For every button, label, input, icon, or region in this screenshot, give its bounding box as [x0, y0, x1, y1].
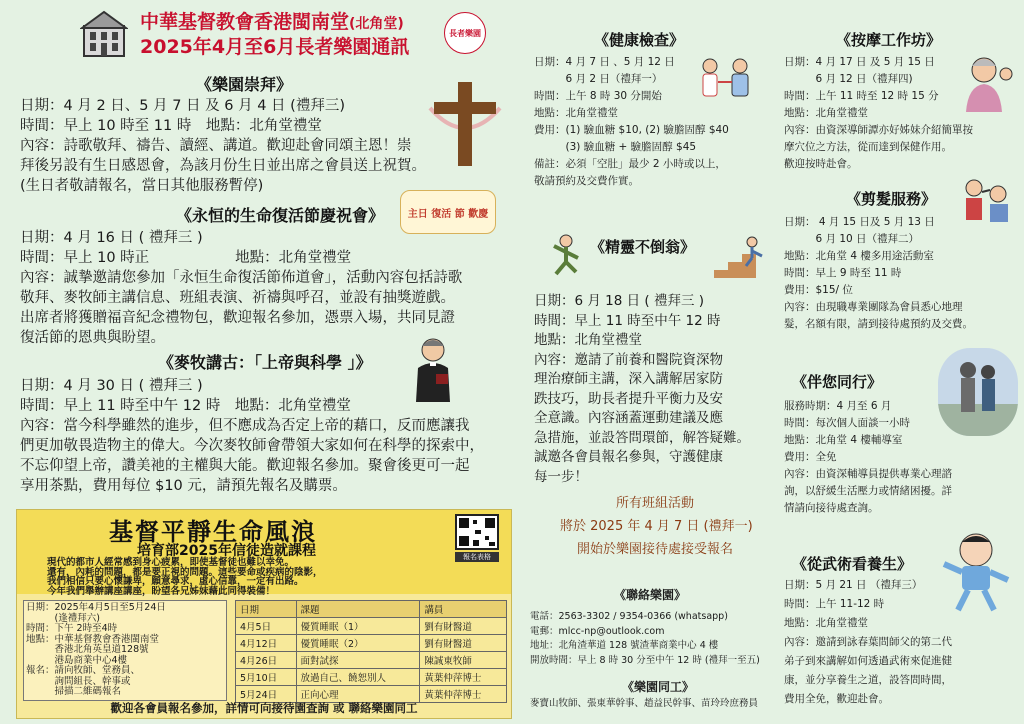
health-line: 費用：(1) 驗血糖 $10, (2) 驗膽固醇 $40 — [534, 124, 729, 136]
haircut-line: 時間：早上 9 時至 11 時 — [784, 267, 902, 279]
course-schedule-table — [235, 600, 507, 703]
contact-line: 開放時間：早上 8 時 30 分至中午 12 時 (禮拜一至五) — [530, 654, 760, 666]
worship-line: 內容：詩歌敬拜、禱告、讀經、講道。歡迎赴會同頌主恩！崇 — [20, 138, 412, 154]
lecture-line: 不忘仰望上帝，讚美祂的主權與大能。歡迎報名參加。聚會後更可一起 — [20, 458, 470, 474]
notice-line: 將於 2025 年 4 月 7 日 (禮拜一) — [560, 519, 753, 534]
easter-line: 內容：誠摯邀請您參加「永恒生命復活節佈道會」，活動內容包括詩歌 — [20, 270, 463, 286]
elders-line: 每一步！ — [534, 468, 588, 485]
header-subtitle: 2025年4月至6月長者樂園通訊 — [140, 36, 410, 58]
worship-title: 《樂園崇拜》 — [196, 75, 293, 94]
companion-title: 《伴您同行》 — [792, 373, 883, 391]
poster-info: 日期：2025年4月5日至5月24日 — [26, 602, 166, 613]
poster-intro: 今年我們舉辦講座講座，盼望各兄姊妹藉此同得裝備！ — [47, 585, 276, 597]
table-cell: 優質睡眠（1） — [296, 618, 420, 635]
notice-line: 開始於樂園接待處接受報名 — [576, 542, 733, 557]
easter-line: 出席者將獲贈福音紀念禮物包，歡迎報名參加，憑票入場，共同見證 — [20, 310, 455, 326]
contact-title: 《聯絡樂園》 — [614, 588, 687, 602]
table-cell: 正向心理 — [296, 686, 420, 703]
table-cell: 5月10日 — [236, 669, 297, 686]
massage-line: 內容：由資深導師譚亦好姊妹介紹簡單按 — [784, 124, 973, 136]
lecture-line: 時間：早上 11 時至中午 12 時 地點：北角堂禮堂 — [20, 398, 351, 414]
staff-list: 麥寶山牧師、張東華幹事、趙益民幹事、苗玲玲庶務員 — [530, 698, 759, 709]
stairs-exercise-icon — [712, 236, 772, 280]
elders-line: 急措施，並設答問環節，解答疑難。 — [534, 429, 750, 446]
wushu-line: 費用全免，歡迎赴會。 — [784, 693, 889, 705]
easter-date: 日期：4 月 16 日 ( 禮拜三 ) — [20, 230, 203, 246]
poster-info: (逢禮拜六) — [26, 612, 100, 624]
table-cell: 4月5日 — [236, 618, 297, 635]
health-line: 備註：必須「空肚」最少 2 小時或以上， — [534, 158, 726, 170]
table-cell: 劉有財醫道 — [420, 635, 507, 652]
poster-info: 地點：中華基督教會香港閩南堂 — [26, 633, 160, 645]
massage-line: 時間：上午 11 時至 12 時 15 分 — [784, 90, 939, 102]
wushu-line: 時間：上午 11-12 時 — [784, 598, 885, 610]
easter-title: 《永恒的生命復活節慶祝會》 — [176, 206, 385, 225]
table-cell: 黃葉仲萍博士 — [420, 686, 507, 703]
health-line: 敬請預約及交費作實。 — [534, 175, 639, 187]
haircut-line: 費用：$15/ 位 — [784, 284, 853, 296]
elders-line: 跌技巧，助長者提升平衡力及安 — [534, 390, 723, 407]
companion-line: 費用：全免 — [784, 451, 837, 463]
header-branch: (北角堂) — [349, 16, 404, 32]
worship-line: 拜後另設有生日感恩會，為該月份生日並出席之會員送上祝賀。 — [20, 158, 426, 174]
contact-line: 地址：北角渣華道 128 號渣華商業中心 4 樓 — [530, 640, 719, 651]
table-row — [236, 652, 507, 669]
haircut-line: 6 月 10 日（禮拜二） — [784, 233, 920, 245]
massage-title: 《按摩工作坊》 — [836, 31, 942, 49]
wushu-line: 弟子到來講解如何透過武術來促進健 — [784, 655, 952, 667]
table-row — [236, 618, 507, 635]
contact-email[interactable]: 電郵：mlcc-np@outlook.com — [530, 625, 665, 637]
elders-title: 《精靈不倒翁》 — [590, 238, 696, 256]
poster-intro: 現代的都市人經常感到身心疲累，即使基督徒也難以幸免。 — [47, 557, 295, 568]
notice-line: 所有班組活動 — [615, 496, 694, 511]
worship-line: (生日者敬請報名，當日其他服務暫停) — [20, 178, 264, 194]
lecture-title: 《麥牧講古：「上帝與科學 」》 — [158, 353, 372, 372]
haircut-line: 日期： 4 月 15 日及 5 月 13 日 — [784, 216, 935, 228]
health-line: 日期：4 月 7 日 、5 月 12 日 — [534, 56, 675, 68]
elders-line: 日期：6 月 18 日 ( 禮拜三 ) — [534, 293, 705, 309]
wushu-line: 康，並分享養生之道，設答問時間， — [784, 674, 952, 686]
table-cell: 4月12日 — [236, 635, 297, 652]
massage-line: 地點：北角堂禮堂 — [784, 107, 868, 119]
header-title: 中華基督教會香港閩南堂 — [140, 11, 350, 33]
poster-subtitle: 培育部2025年信徒造就課程 — [137, 543, 316, 559]
massage-line: 歡迎按時赴會。 — [784, 158, 858, 170]
companion-line: 地點：北角堂 4 樓輔導室 — [784, 434, 903, 446]
wushu-line: 日期：5 月 21 日 （禮拜三） — [784, 579, 923, 591]
poster-footer: 歡迎各會員報名參加，詳情可向接待園查詢 或 聯絡樂園同工 — [110, 701, 418, 715]
elders-line: 理治療師主講，深入講解居家防 — [534, 371, 723, 387]
elderly-club-logo — [444, 12, 486, 54]
health-line: 地點：北角堂禮堂 — [534, 107, 618, 119]
poster-info: 掃描二維碼報名 — [26, 686, 122, 697]
health-line: (3) 驗血糖 + 驗膽固醇 $45 — [534, 141, 697, 153]
companion-line: 內容：由資深輔導員提供專業心理諮 — [784, 468, 952, 480]
table-header-row — [236, 601, 507, 618]
easter-place: 地點：北角堂禮堂 — [235, 250, 352, 266]
massage-line: 日期：4 月 17 日 及 5 月 15 日 — [784, 56, 935, 68]
exercise-icon — [544, 232, 588, 276]
massage-line: 摩穴位之方法，從而達到保健作用。 — [784, 141, 952, 153]
massage-line: 6 月 12 日（禮拜四) — [784, 73, 913, 85]
poster-title: 基督平靜生命風浪 — [109, 518, 317, 546]
poster-intro: 我們相信只要心懷謙卑，願意尋求，虛心信靠，一定有出路。 — [47, 576, 304, 587]
wushu-line: 地點：北角堂禮堂 — [784, 617, 868, 629]
haircut-title: 《剪髮服務》 — [846, 190, 937, 208]
poster-info: 詢問組長、幹事或 — [26, 675, 131, 687]
poster-info: 報名：請向牧師、堂務員、 — [26, 665, 141, 676]
table-cell: 4月26日 — [236, 652, 297, 669]
table-cell: 5月24日 — [236, 686, 297, 703]
companion-line: 詢，以舒緩生活壓力或情緒困擾。詳 — [784, 485, 952, 497]
table-row — [236, 669, 507, 686]
worship-line: 日期：4 月 2 日、5 月 7 日 及 6 月 4 日 (禮拜三) — [20, 98, 345, 114]
easter-line: 復活節的恩典與盼望。 — [20, 330, 165, 346]
poster-info: 時間：下午 2時至4時 — [26, 623, 118, 634]
wushu-line: 內容：邀請到詠春葉問師父的第二代 — [784, 636, 952, 648]
table-cell: 陳誠東牧師 — [420, 652, 507, 669]
elders-line: 時間：早上 11 時至中午 12 時 — [534, 312, 721, 329]
table-header: 課題 — [296, 601, 420, 618]
church-icon — [80, 8, 128, 58]
health-title: 《健康檢查》 — [594, 31, 685, 49]
poster-info: 香港北角英皇道128號 — [26, 644, 149, 655]
cross-icon — [420, 78, 510, 168]
table-cell: 優質睡眠（2） — [296, 635, 420, 652]
worship-line: 時間：早上 10 時至 11 時 地點：北角堂禮堂 — [20, 118, 322, 134]
haircut-line: 地點：北角堂 4 樓多用途活動室 — [784, 250, 934, 262]
contact-line: 電話：2563-3302 / 9354-0366 (whatsapp) — [530, 611, 728, 622]
lecture-line: 內容：當今科學雖然的進步，但不應成為否定上帝的藉口，反而應讓我 — [20, 418, 470, 434]
haircut-line: 內容：由現職專業團隊為會員悉心地理 — [784, 301, 963, 313]
elders-line: 全意識。內容涵蓋運動建議及應 — [534, 410, 723, 426]
companion-line: 時間：每次個人面談一小時 — [784, 417, 910, 429]
easter-time: 時間：早上 10 時正 — [20, 250, 150, 266]
companion-line: 服務時期：4 月至 6 月 — [784, 400, 892, 412]
haircut-line: 髮，名額有限，請到接待處預約及交費。 — [784, 318, 973, 330]
course-poster — [16, 509, 512, 719]
table-cell: 劉有財醫道 — [420, 618, 507, 635]
wushu-title: 《從武術看養生》 — [792, 555, 913, 573]
qr-code-icon[interactable] — [455, 514, 499, 550]
health-line: 時間：上午 8 時 30 分開始 — [534, 90, 662, 102]
poster-info: 港島商業中心4樓 — [26, 654, 128, 666]
qr-label: 報名表格 — [455, 552, 499, 562]
elders-line: 地點：北角堂禮堂 — [534, 332, 642, 348]
lecture-line: 們更加敬畏造物主的偉大。今次麥牧師會帶領大家如何在科學的探索中， — [20, 438, 484, 454]
table-cell: 放過自己、饒恕別人 — [296, 669, 420, 686]
easter-line: 敬拜、麥牧師主講信息、班組表演、祈禱與呼召，並設有抽獎遊戲。 — [20, 290, 455, 306]
staff-title: 《樂園同工》 — [622, 680, 695, 694]
table-cell: 面對試探 — [296, 652, 420, 669]
logo-caption: 長者樂園 — [449, 28, 481, 38]
lecture-line: 日期：4 月 30 日 ( 禮拜三 ) — [20, 378, 203, 394]
health-line: 6 月 2 日（禮拜一） — [534, 73, 663, 85]
lecture-line: 享用茶點，費用每位 $10 元，請預先報名及購票。 — [20, 478, 347, 494]
elders-line: 內容：邀請了前養和醫院資深物 — [534, 351, 723, 368]
elders-line: 誠邀各會員報名參與，守護健康 — [534, 449, 723, 465]
easter-badge-text: 主日 復活 節 歡慶 — [407, 208, 489, 220]
companion-line: 情請向接待處查詢。 — [784, 502, 879, 514]
table-header: 日期 — [236, 601, 297, 618]
table-header: 講員 — [420, 601, 507, 618]
table-cell: 黃葉仲萍博士 — [420, 669, 507, 686]
table-row — [236, 635, 507, 652]
poster-intro: 還有，內耗的問題，都是要正視的問題。這些要命或疾病的陰影， — [47, 566, 323, 578]
